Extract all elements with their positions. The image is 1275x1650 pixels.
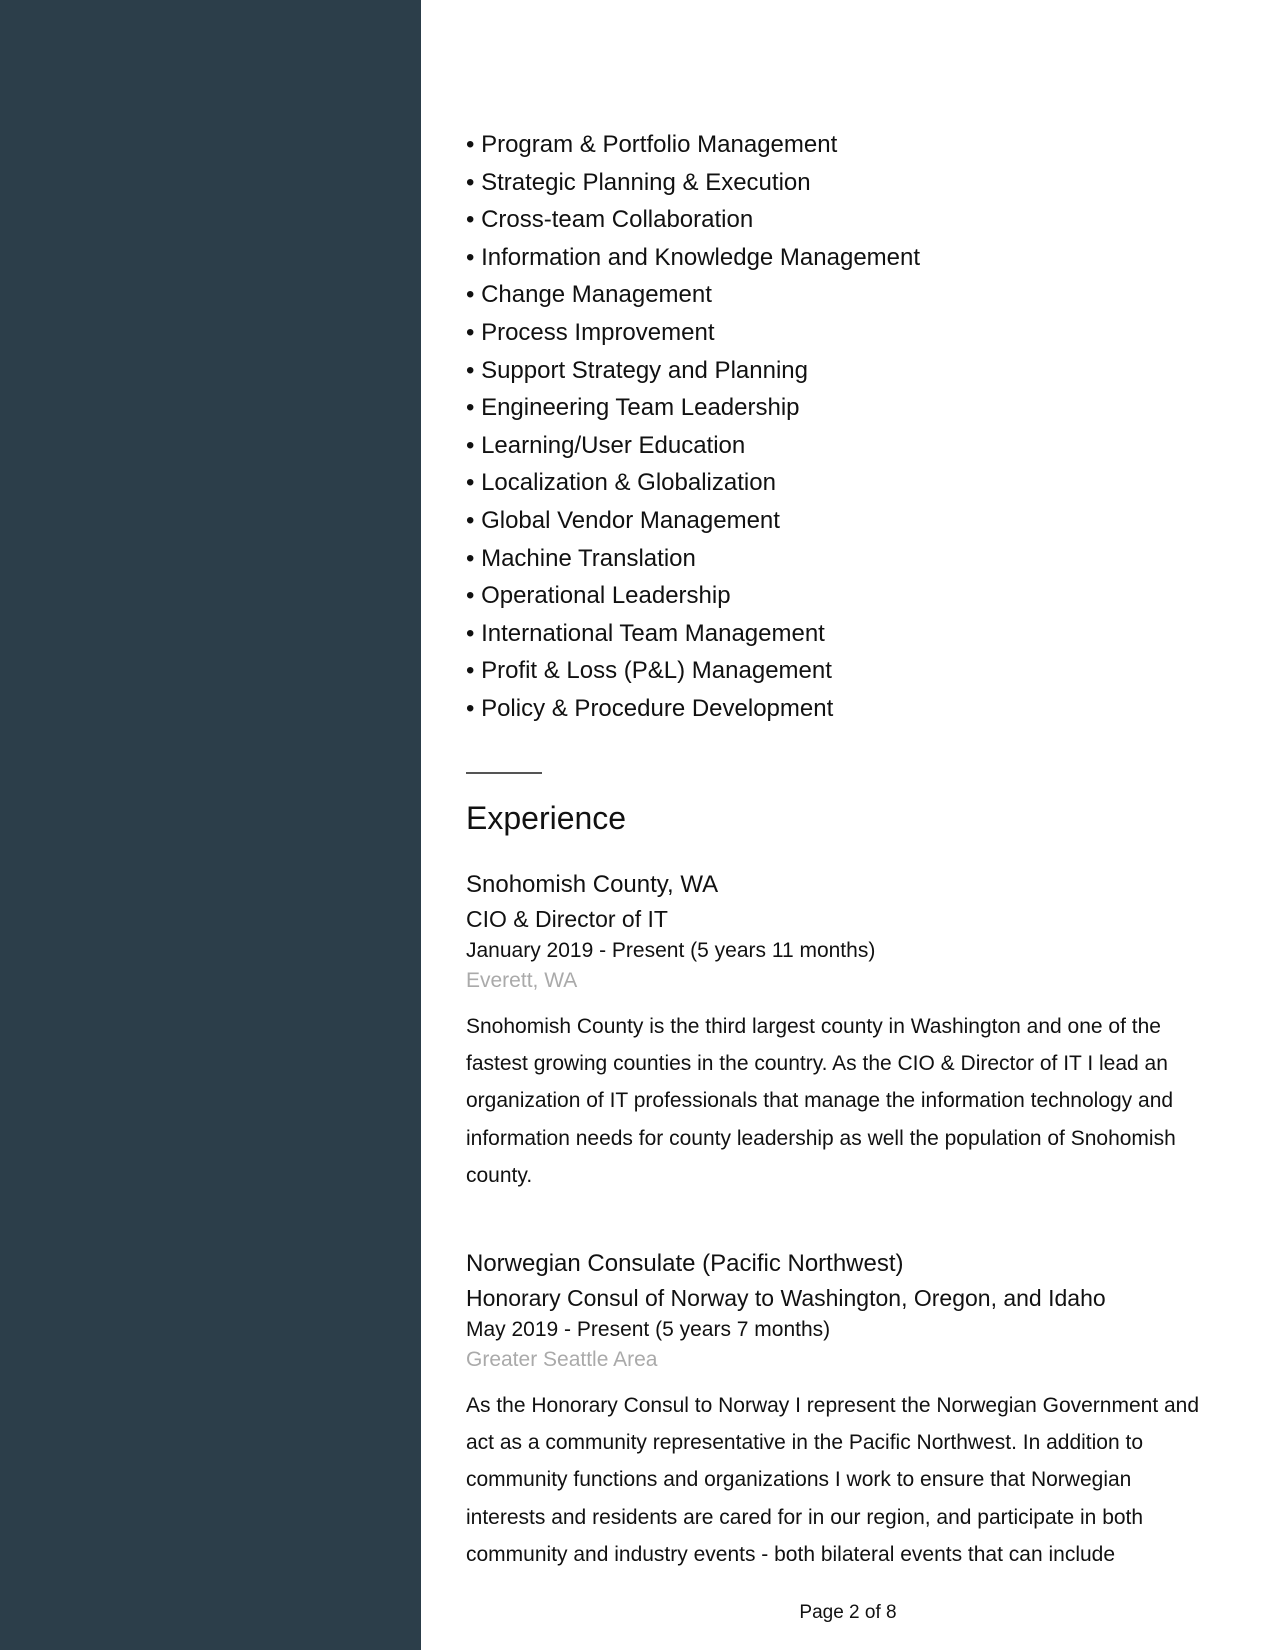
skill-item: • Cross-team Collaboration bbox=[466, 206, 754, 234]
skill-item: • Process Improvement bbox=[466, 318, 715, 346]
skill-item: • Global Vendor Management bbox=[466, 506, 780, 534]
job-dates: January 2019 - Present (5 years 11 months) bbox=[466, 938, 876, 962]
job-dates: May 2019 - Present (5 years 7 months) bbox=[466, 1317, 831, 1341]
skill-item: • Localization & Globalization bbox=[466, 469, 776, 497]
main-content bbox=[466, 126, 1226, 1574]
skills-list bbox=[466, 126, 1226, 728]
skill-item: • Learning/User Education bbox=[466, 431, 746, 459]
page-number: Page 2 of 8 bbox=[799, 1602, 897, 1623]
skill-item: • Operational Leadership bbox=[466, 582, 731, 610]
job-description: Snohomish County is the third largest county in Washington and one of the fastest growing counties in the country. As the CIO & Director of IT I lead an organization of IT professionals that manage the information technology and information needs for county leadership as well the population of Snohomish county. bbox=[466, 1014, 1176, 1188]
sidebar-panel bbox=[0, 0, 421, 1650]
section-divider bbox=[466, 772, 542, 774]
skill-item: • Engineering Team Leadership bbox=[466, 394, 800, 422]
skill-item: • Strategic Planning & Execution bbox=[466, 168, 811, 196]
skill-item: • Profit & Loss (P&L) Management bbox=[466, 657, 832, 685]
job-entry bbox=[466, 1247, 1226, 1574]
experience-heading: Experience bbox=[466, 799, 627, 836]
skill-item: • Change Management bbox=[466, 281, 712, 309]
job-title: CIO & Director of IT bbox=[466, 905, 668, 932]
skill-item: • International Team Management bbox=[466, 619, 825, 647]
job-company: Norwegian Consulate (Pacific Northwest) bbox=[466, 1249, 904, 1277]
job-company: Snohomish County, WA bbox=[466, 870, 719, 898]
skill-item: • Machine Translation bbox=[466, 544, 696, 572]
job-entry bbox=[466, 868, 1226, 1195]
job-location: Everett, WA bbox=[466, 968, 578, 992]
job-description: As the Honorary Consul to Norway I represent the Norwegian Government and act as a community representative in the Pacific Northwest. In addition to community functions and organizations I work to ensure that Norwegian interests and residents are cared for in our region, and participate in both community and industry events - both bilateral events that can include bbox=[466, 1393, 1200, 1567]
skill-item: • Support Strategy and Planning bbox=[466, 356, 808, 384]
skill-item: • Information and Knowledge Management bbox=[466, 243, 921, 271]
job-location: Greater Seattle Area bbox=[466, 1347, 658, 1371]
skill-item: • Policy & Procedure Development bbox=[466, 694, 834, 722]
skill-item: • Program & Portfolio Management bbox=[466, 131, 838, 158]
job-title: Honorary Consul of Norway to Washington, Oregon, and Idaho bbox=[466, 1284, 1106, 1311]
